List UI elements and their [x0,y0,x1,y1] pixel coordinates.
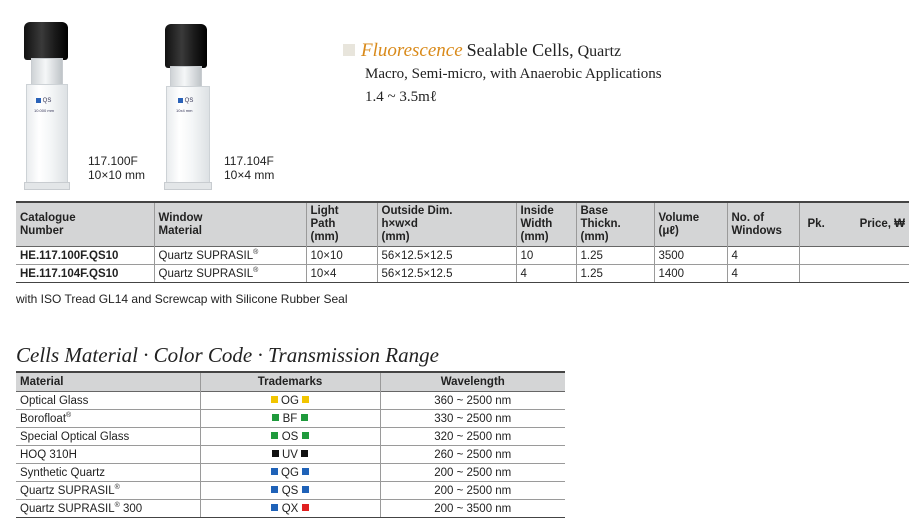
cell-inside-width: 10 [516,247,576,265]
cell-wavelength: 360 ~ 2500 nm [380,392,565,410]
color-code-swatch-icon [272,414,279,421]
trademark-code: OG [281,394,299,407]
cell-trademark [200,428,380,446]
color-code-swatch-icon [271,432,278,439]
col-inside-width: Inside Width (mm) [516,202,576,247]
color-code-swatch-icon [302,468,309,475]
cell-light-path: 10×10 [306,247,377,265]
cell-windows: 4 [727,265,799,283]
trademark-code: QG [281,466,299,479]
product-size: 10×4 mm [224,168,275,182]
heading-title: Sealable Cells, [466,40,574,60]
col-trademarks: Trademarks [200,372,380,392]
cells-header-row [16,372,565,392]
color-code-swatch-icon [301,414,308,421]
color-code-swatch-icon [302,486,309,493]
cell-wavelength: 320 ~ 2500 nm [380,428,565,446]
table-row [16,500,565,518]
table-row [16,428,565,446]
cell-material: Optical Glass [16,392,200,410]
cell-material: Borofloat® [16,410,200,428]
trademark-code: BF [282,412,298,425]
cuvette-sublabel: 10.000 mm [34,108,55,113]
accessory-note: with ISO Tread GL14 and Screwcap with Silicone Rubber Seal [16,292,348,306]
heading-volume-range: 1.4 ~ 3.5mℓ [365,89,437,105]
color-code-swatch-icon [301,450,308,457]
cell-inside-width: 4 [516,265,576,283]
cuvette-label: QS [184,98,194,105]
cell-wavelength: 200 ~ 2500 nm [380,464,565,482]
product-size: 10×10 mm [88,168,146,182]
cell-material: HOQ 310H [16,446,200,464]
table-row [16,446,565,464]
cell-wavelength: 330 ~ 2500 nm [380,410,565,428]
color-code-swatch-icon [302,432,309,439]
table-row [16,410,565,428]
cell-catalogue: HE.117.104F.QS10 [16,265,154,283]
heading-fluorescence: Fluorescence [361,40,463,61]
cell-trademark [200,464,380,482]
cell-pk-price [799,247,909,265]
cell-material: Quartz SUPRASIL® [16,482,200,500]
table-row [16,265,909,283]
cell-pk-price [799,265,909,283]
table-row [16,482,565,500]
cell-base-thickness: 1.25 [576,265,654,283]
table-row [16,464,565,482]
cell-light-path: 10×4 [306,265,377,283]
cell-outside-dim: 56×12.5×12.5 [377,265,516,283]
cell-wavelength: 260 ~ 2500 nm [380,446,565,464]
cuvette-sublabel: 10x4 mm [176,108,193,113]
color-code-swatch-icon [271,486,278,493]
cuvette-image-117-100f [18,22,78,192]
product-code: 117.100F [88,154,138,168]
trademark-code: UV [282,448,298,461]
trademark-code: QS [281,484,299,497]
cell-trademark [200,482,380,500]
cell-outside-dim: 56×12.5×12.5 [377,247,516,265]
col-catalogue-number: Catalogue Number [16,202,154,247]
cell-wavelength: 200 ~ 2500 nm [380,482,565,500]
cell-window: Quartz SUPRASIL® [154,247,306,265]
col-light-path: Light Path (mm) [306,202,377,247]
table-row [16,247,909,265]
color-code-swatch-icon [271,504,278,511]
cell-trademark [200,500,380,518]
product-code: 117.104F [224,154,274,168]
cuvette-image-117-104f [160,24,220,194]
col-volume: Volume (μℓ) [654,202,727,247]
col-pk-price: Pk. Price, ₩ [799,202,909,247]
col-window-material: Window Material [154,202,306,247]
col-no-of-windows: No. of Windows [727,202,799,247]
cell-material: Special Optical Glass [16,428,200,446]
color-code-swatch-icon [271,468,278,475]
cell-material: Synthetic Quartz [16,464,200,482]
cells-material-table [16,371,565,518]
col-base-thickness: Base Thickn. (mm) [576,202,654,247]
table-row [16,392,565,410]
heading-quartz: Quartz [577,43,622,60]
product-caption-1 [88,154,145,182]
cell-trademark [200,392,380,410]
col-outside-dim: Outside Dim. h×w×d (mm) [377,202,516,247]
cell-volume: 1400 [654,265,727,283]
bullet-square-icon [343,44,355,56]
trademark-code: OS [281,430,299,443]
color-code-swatch-icon [302,504,309,511]
color-code-swatch-icon [302,396,309,403]
color-code-swatch-icon [272,450,279,457]
cell-windows: 4 [727,247,799,265]
cell-window: Quartz SUPRASIL® [154,265,306,283]
col-wavelength: Wavelength [380,372,565,392]
trademark-code: QX [281,502,299,515]
cell-base-thickness: 1.25 [576,247,654,265]
product-caption-2 [224,154,274,182]
spec-table [16,201,909,283]
heading-subtitle: Macro, Semi-micro, with Anaerobic Applications [365,66,662,82]
cell-wavelength: 200 ~ 3500 nm [380,500,565,518]
product-heading [343,40,621,62]
cuvette-label: QS [42,98,52,105]
cell-trademark [200,446,380,464]
section-title: Cells Material · Color Code · Transmission Range [16,343,439,367]
cell-material: Quartz SUPRASIL® 300 [16,500,200,518]
spec-header-row [16,202,909,247]
col-material: Material [16,372,200,392]
cell-catalogue: HE.117.100F.QS10 [16,247,154,265]
cell-trademark [200,410,380,428]
color-code-swatch-icon [271,396,278,403]
cell-volume: 3500 [654,247,727,265]
